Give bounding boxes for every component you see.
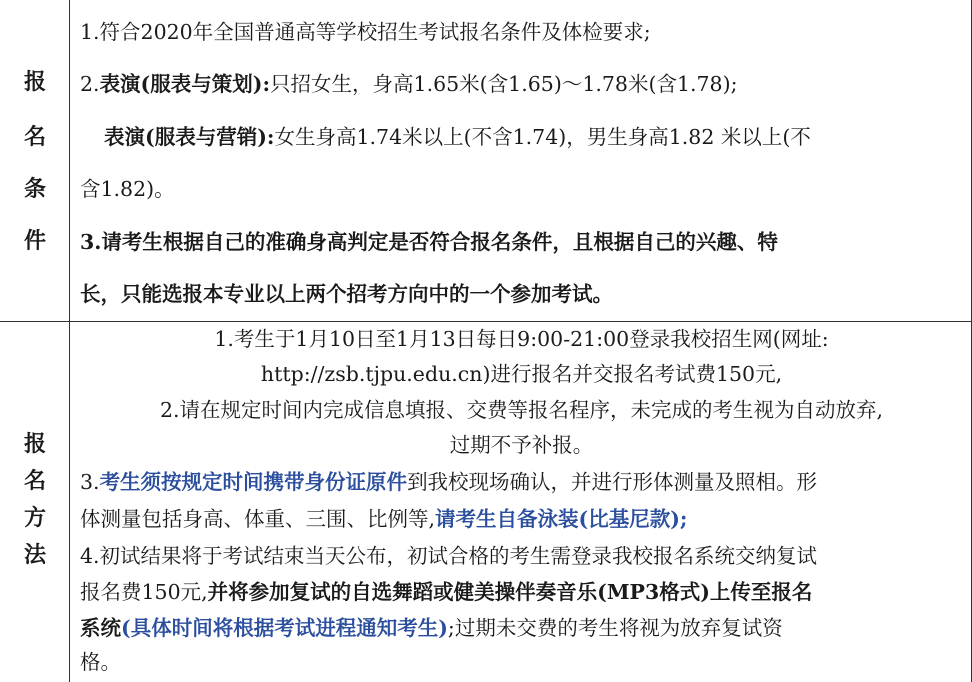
method-line-4: 过期不予补报。 — [449, 433, 594, 457]
requirements-label-char-4: 件 — [23, 228, 46, 254]
method-line-6-highlight: 请考生自备泳装(比基尼款); — [435, 507, 688, 531]
req-line-3-text: 女生身高1.74米以上(不含1.74)，男生身高1.82 米以上(不 — [274, 125, 811, 149]
method-line-9 — [80, 615, 963, 641]
method-line-10: 格。 — [80, 650, 121, 674]
method-line-5 — [80, 469, 963, 495]
method-line-8 — [80, 579, 963, 605]
method-line-1: 1.考生于1月10日至1月13日每日9:00-21:00登录我校招生网(网址: — [214, 327, 829, 351]
method-label-char-4: 法 — [23, 542, 46, 568]
requirements-label-char-2: 名 — [23, 124, 46, 150]
method-line-8-text: 报名费150元, — [80, 580, 208, 604]
requirements-row — [0, 0, 972, 322]
req-line-2-text: 只招女生，身高1.65米(含1.65)～1.78米(含1.78); — [270, 72, 738, 96]
method-line-9-text: ;过期未交费的考生将视为放弃复试资 — [447, 616, 783, 640]
method-line-9-bold: 系统 — [80, 616, 121, 640]
req-line-6: 长，只能选报本专业以上两个招考方向中的一个参加考试。 — [80, 282, 613, 306]
method-label-char-2: 名 — [23, 468, 46, 494]
method-content-cell — [70, 322, 972, 682]
method-line-6 — [80, 506, 963, 532]
method-line-5-highlight: 考生须按规定时间携带身份证原件 — [99, 470, 408, 494]
method-line-2: http://zsb.tjpu.edu.cn)进行报名并交报名考试费150元, — [260, 362, 783, 386]
req-line-2 — [80, 71, 963, 97]
requirements-label-cell — [0, 0, 70, 321]
method-line-5-prefix: 3. — [80, 470, 100, 494]
method-line-6-text: 体测量包括身高、体重、三围、比例等, — [80, 507, 436, 531]
method-line-7: 4.初试结果将于考试结束当天公布，初试合格的考生需登录我校报名系统交纳复试 — [80, 544, 818, 568]
method-label-char-1: 报 — [23, 431, 46, 457]
method-line-9-highlight: (具体时间将根据考试进程通知考生) — [121, 616, 448, 640]
method-line-3: 2.请在规定时间内完成信息填报、交费等报名程序，未完成的考生视为自动放弃, — [159, 398, 884, 422]
req-line-4: 含1.82)。 — [80, 177, 175, 201]
method-label-char-3: 方 — [23, 505, 46, 531]
method-line-5-text: 到我校现场确认，并进行形体测量及照相。形 — [407, 470, 818, 494]
req-line-3-heading: 表演(服表与营销): — [104, 125, 275, 149]
method-row — [0, 322, 972, 682]
req-line-2-prefix: 2. — [80, 72, 100, 96]
requirements-label-char-3: 条 — [23, 176, 46, 202]
requirements-content-cell — [70, 0, 972, 321]
method-line-8-bold: 并将参加复试的自选舞蹈或健美操伴奏音乐(MP3格式)上传至报名 — [207, 580, 813, 604]
req-line-5: 3.请考生根据自己的准确身高判定是否符合报名条件，且根据自己的兴趣、特 — [80, 230, 778, 254]
req-line-2-heading: 表演(服表与策划): — [99, 72, 271, 96]
method-label-cell — [0, 322, 70, 682]
requirements-label-char-1: 报 — [23, 69, 46, 95]
req-line-1: 1.符合2020年全国普通高等学校招生考试报名条件及体检要求; — [80, 20, 651, 44]
req-line-3 — [104, 124, 963, 150]
